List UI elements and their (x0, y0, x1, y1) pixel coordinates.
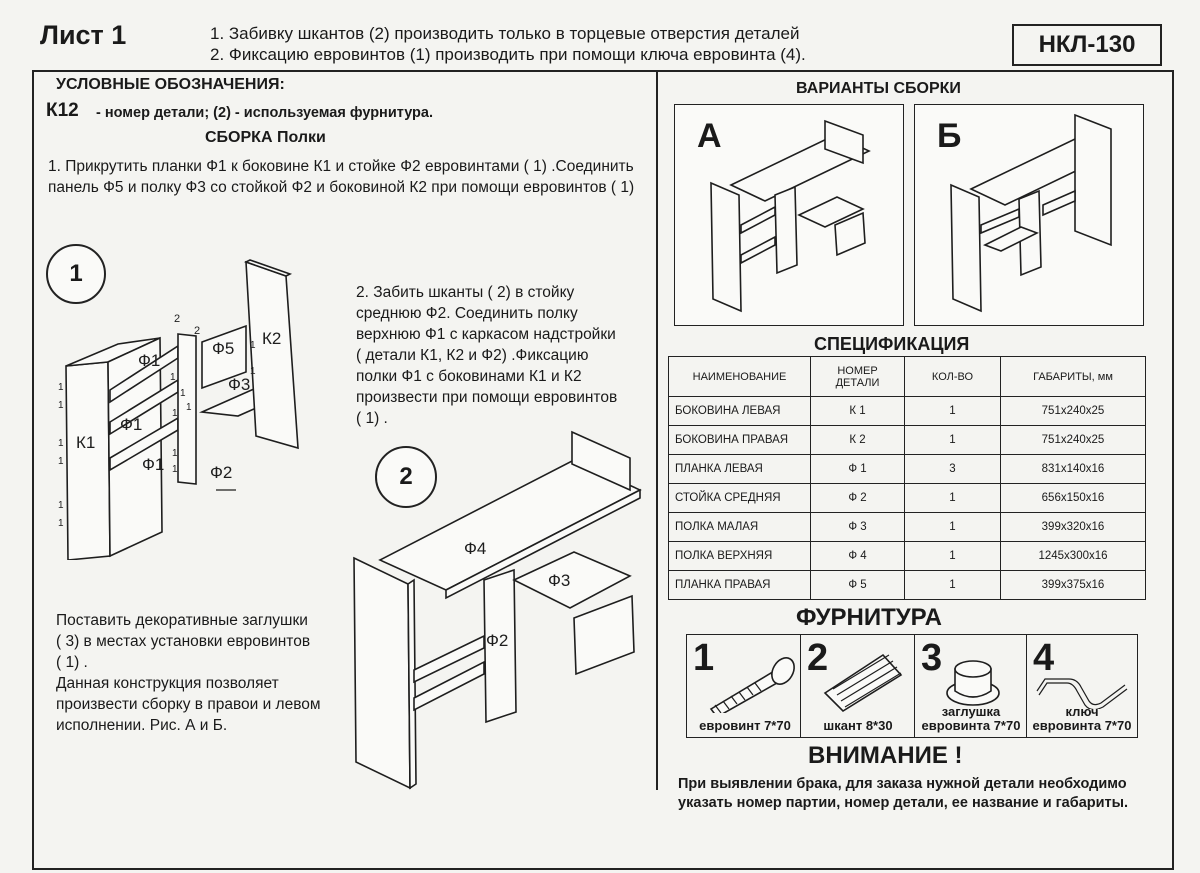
spec-cell-part: К 1 (811, 397, 905, 426)
d2-f3: Ф3 (548, 571, 571, 590)
spec-cell-part: Ф 4 (811, 542, 905, 571)
d2-f4: Ф4 (464, 539, 487, 558)
header-note-2: 2. Фиксацию евровинтов (1) производить при помощи ключа евровинта (4). (210, 45, 806, 64)
spec-cell-dims: 656х150х16 (1001, 484, 1146, 513)
warning-title: ВНИМАНИЕ ! (808, 742, 963, 769)
svg-text:1: 1 (172, 408, 178, 419)
warning-line-1: При выявлении брака, для заказа нужной детали необходимо (678, 776, 1127, 792)
legend-title: УСЛОВНЫЕ ОБОЗНАЧЕНИЯ: (56, 76, 285, 93)
spec-cell-part: Ф 2 (811, 484, 905, 513)
spec-cell-name: ПЛАНКА ЛЕВАЯ (669, 455, 811, 484)
table-row (669, 484, 1146, 513)
svg-text:1: 1 (58, 518, 64, 529)
spec-cell-part: Ф 3 (811, 513, 905, 542)
warning-line-2: указать номер партии, номер детали, ее название и габариты. (678, 795, 1129, 811)
hardware-item-2: 2 шкант 8*30 (801, 635, 915, 737)
variant-a-box (674, 104, 904, 326)
legend-part-code: К12 (46, 100, 79, 121)
model-code: НКЛ-130 (1012, 24, 1162, 66)
spec-cell-qty: 1 (905, 397, 1001, 426)
svg-text:1: 1 (58, 438, 64, 449)
table-row (669, 513, 1146, 542)
svg-text:1: 1 (250, 340, 256, 351)
svg-text:1: 1 (250, 366, 256, 377)
spec-cell-qty: 1 (905, 542, 1001, 571)
variants-title: ВАРИАНТЫ СБОРКИ (796, 80, 961, 97)
svg-text:1: 1 (58, 382, 64, 393)
spec-cell-name: ПОЛКА МАЛАЯ (669, 513, 811, 542)
spec-col-name: НАИМЕНОВАНИЕ (669, 357, 811, 397)
spec-cell-name: ПЛАНКА ПРАВАЯ (669, 571, 811, 600)
step1-text-b: панель Ф5 и полку Ф3 со стойкой Ф2 и боковиной К2 при помощи евровинтов ( 1) (48, 179, 635, 196)
d1-f3: Ф3 (228, 375, 251, 394)
svg-text:1: 1 (58, 500, 64, 511)
spec-cell-name: БОКОВИНА ЛЕВАЯ (669, 397, 811, 426)
d1-n2b: 2 (194, 325, 201, 337)
spec-cell-part: К 2 (811, 426, 905, 455)
header-note-1: 1. Забивку шкантов (2) производить только в торцевые отверстия деталей (210, 24, 800, 43)
spec-title: СПЕЦИФИКАЦИЯ (814, 334, 970, 354)
spec-cell-name: ПОЛКА ВЕРХНЯЯ (669, 542, 811, 571)
spec-col-qty: КОЛ-ВО (905, 357, 1001, 397)
table-row (669, 426, 1146, 455)
legend-part-desc: - номер детали; (2) - используемая фурнитура. (96, 105, 434, 121)
spec-table (668, 356, 1146, 600)
step1-text-a: 1. Прикрутить планки Ф1 к боковине К1 и стойке Ф2 евровинтами ( 1) .Соединить (48, 158, 634, 175)
step1-badge: 1 (46, 244, 106, 304)
spec-cell-qty: 3 (905, 455, 1001, 484)
hardware-box (686, 634, 1138, 738)
divider-vertical (656, 72, 658, 790)
hardware-item-4: 4 ключ евровинта 7*70 (1032, 637, 1132, 733)
cap-icon (941, 655, 1011, 711)
d1-f1b: Ф1 (120, 415, 143, 434)
d1-f2: Ф2 (210, 463, 233, 482)
spec-cell-dims: 399х375х16 (1001, 571, 1146, 600)
table-row (669, 455, 1146, 484)
svg-text:1: 1 (172, 448, 178, 459)
spec-cell-part: Ф 1 (811, 455, 905, 484)
sheet-title: Лист 1 (40, 20, 127, 50)
hardware-item-1: 1 евровинт 7*70 (687, 635, 801, 737)
spec-cell-qty: 1 (905, 513, 1001, 542)
spec-header-row (669, 357, 1146, 397)
svg-text:1: 1 (172, 464, 178, 475)
table-row (669, 397, 1146, 426)
d1-f1c: Ф1 (142, 455, 165, 474)
spec-cell-qty: 1 (905, 484, 1001, 513)
spec-cell-dims: 751х240х25 (1001, 397, 1146, 426)
hardware-item-3: 3 заглушка евровинта 7*70 (915, 635, 1027, 737)
variant-a-label: А (697, 117, 722, 155)
spec-cell-part: Ф 5 (811, 571, 905, 600)
spec-col-part: НОМЕР ДЕТАЛИ (811, 357, 905, 397)
spec-cell-dims: 831х140х16 (1001, 455, 1146, 484)
plugs-note: Поставить декоративные заглушки ( 3) в местах установки евровинтов ( 1) . Данная конструкция позволяет произвести сборку в правои и левом исполнении. Рис. А и Б. (56, 612, 321, 734)
d1-n2a: 2 (174, 313, 181, 325)
d1-k1: К1 (76, 433, 96, 452)
d1-f1a: Ф1 (138, 351, 161, 370)
spec-cell-dims: 751х240х25 (1001, 426, 1146, 455)
svg-text:1: 1 (180, 388, 186, 399)
spec-cell-dims: 399х320х16 (1001, 513, 1146, 542)
spec-cell-name: СТОЙКА СРЕДНЯЯ (669, 484, 811, 513)
variant-b-box (914, 104, 1144, 326)
eurovint-icon (703, 653, 799, 713)
d2-f2: Ф2 (486, 631, 509, 650)
table-row (669, 542, 1146, 571)
svg-text:1: 1 (170, 372, 176, 383)
spec-cell-name: БОКОВИНА ПРАВАЯ (669, 426, 811, 455)
d1-f5: Ф5 (212, 339, 235, 358)
step2-diagram (350, 430, 650, 790)
step1-diagram (50, 250, 340, 560)
table-row (669, 571, 1146, 600)
assembly-title: СБОРКА Полки (205, 129, 326, 146)
svg-text:1: 1 (58, 400, 64, 411)
dowel-icon (821, 653, 911, 713)
svg-text:1: 1 (58, 456, 64, 467)
step2-badge: 2 (375, 446, 437, 508)
key-icon (1033, 665, 1133, 709)
spec-cell-qty: 1 (905, 571, 1001, 600)
svg-text:1: 1 (186, 402, 192, 413)
spec-cell-qty: 1 (905, 426, 1001, 455)
spec-col-dims: ГАБАРИТЫ, мм (1001, 357, 1146, 397)
variant-b-label: Б (937, 117, 962, 155)
d1-k2: К2 (262, 329, 282, 348)
step2-text: 2. Забить шканты ( 2) в стойку среднюю Ф2. Соединить полку верхнюю Ф1 с каркасом надстройки ( детали К1, К2 и Ф2) .Фиксацию полки Ф1 с боковинами К1 и К2 произвести при помощи евровинтов ( 1) . (356, 284, 618, 427)
hardware-title: ФУРНИТУРА (796, 604, 942, 631)
spec-cell-dims: 1245х300х16 (1001, 542, 1146, 571)
